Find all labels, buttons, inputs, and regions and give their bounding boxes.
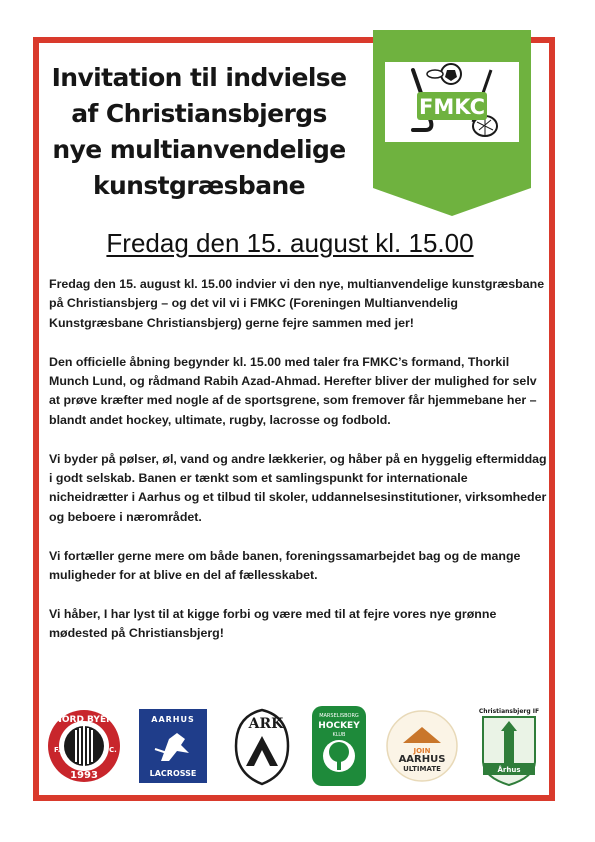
- fmkc-text: FMKC: [419, 95, 485, 119]
- paragraph-closing: Vi håber, I har lyst til at kigge forbi og være med til at fejre vores nye grønne mødested på Christiansbjerg!: [49, 606, 497, 641]
- hockey-klub-logo: [310, 704, 368, 788]
- invitation-title: [44, 60, 354, 204]
- invitation-body: [49, 275, 549, 663]
- svg-text:HOCKEY: HOCKEY: [318, 721, 360, 731]
- paragraph-food: Vi byder på pølser, øl, vand og andre lækkerier, og håber på en hyggelig eftermiddag i godt selskab. Banen er tænkt som et samlingspunkt for internationale nicheidrætter i Aarhus og et tilbud til skoler, uddannelsesinstitutioner, virksomheder og beboere i nærområdet.: [49, 451, 547, 524]
- paragraph-program: Den officielle åbning begynder kl. 15.00 med taler fra FMKC’s formand, Thorkil Munch Lund, og rådmand Rabih Azad-Ahmad. Herefter bliver der mulighed for selv at prøve kræfter med nogle af de sportsgrene, som fremover får hjemmebane her – blandt andet hockey, ultimate, rugby, lacrosse og fodbold.: [49, 354, 537, 427]
- christiansbjerg-if-logo: [474, 704, 544, 788]
- disc-icon: [427, 70, 443, 78]
- partner-logos: [44, 704, 544, 788]
- fmkc-banner: [373, 30, 531, 216]
- ark-logo: [224, 704, 300, 788]
- title-line-4: kunstgræsbane: [92, 171, 306, 200]
- svg-text:LACROSSE: LACROSSE: [149, 769, 197, 778]
- nord-byen-logo: [44, 704, 124, 788]
- svg-text:AARHUS: AARHUS: [151, 715, 195, 724]
- svg-text:Christiansbjerg IF: Christiansbjerg IF: [478, 708, 540, 715]
- paragraph-intro: Fredag den 15. august kl. 15.00 indvier vi den nye, multianvendelige kunstgræsbane på Christiansbjerg – og det vil vi i FMKC (Foreningen Multianvendelig Kunstgræsbane Christiansbjerg) gerne fejre sammen med jer!: [49, 277, 545, 330]
- svg-text:C.: C.: [109, 746, 117, 754]
- svg-text:AARHUS: AARHUS: [398, 754, 446, 765]
- aarhus-lacrosse-logo: [136, 704, 210, 788]
- aarhus-ultimate-logo: [384, 704, 460, 788]
- title-line-1: Invitation til indvielse: [51, 63, 347, 92]
- svg-text:Århus: Århus: [497, 766, 521, 774]
- svg-text:NORD BYEN: NORD BYEN: [54, 715, 114, 725]
- svg-text:KLUB: KLUB: [332, 732, 346, 738]
- svg-text:JOIN: JOIN: [413, 747, 431, 755]
- svg-text:1993: 1993: [70, 770, 98, 781]
- event-date: Fredag den 15. august kl. 15.00: [106, 228, 474, 258]
- title-line-3: nye multianvendelige: [52, 135, 346, 164]
- svg-text:F.: F.: [54, 746, 61, 754]
- title-line-2: af Christiansbjergs: [71, 99, 327, 128]
- svg-text:ARK: ARK: [248, 716, 284, 732]
- paragraph-more-info: Vi fortæller gerne mere om både banen, foreningssamarbejdet bag og de mange muligheder for at blive en del af fællesskabet.: [49, 548, 521, 583]
- svg-text:ULTIMATE: ULTIMATE: [403, 765, 441, 773]
- svg-text:MARSELISBORG: MARSELISBORG: [319, 713, 359, 719]
